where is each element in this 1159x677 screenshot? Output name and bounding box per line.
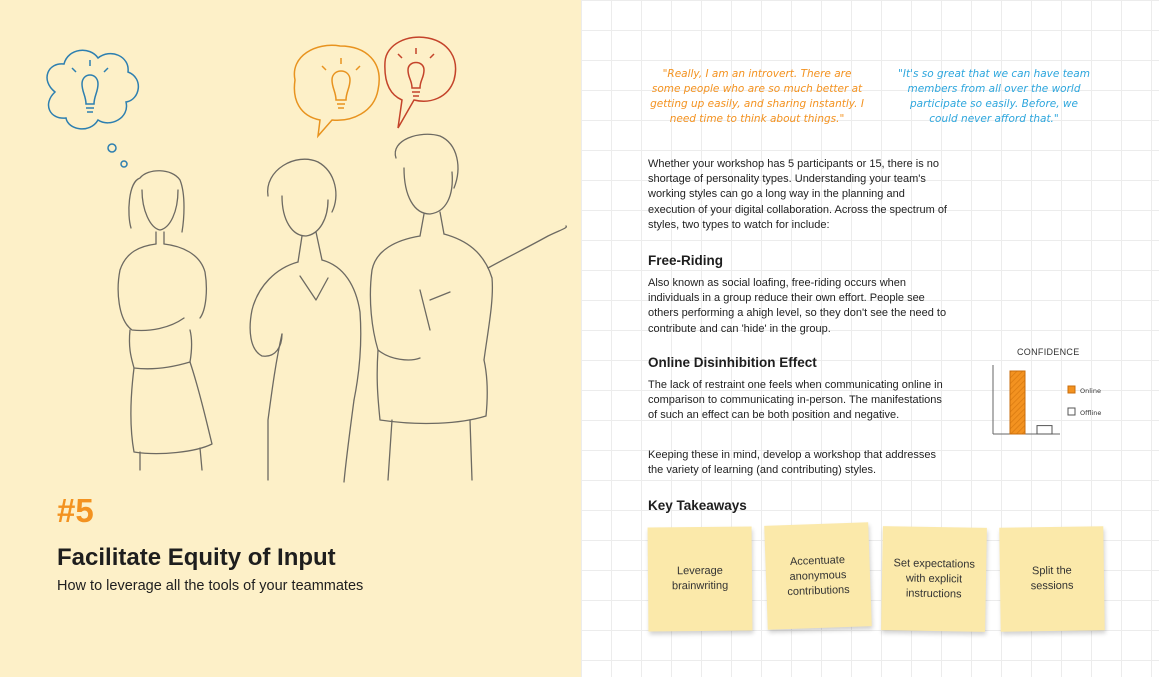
takeaways-heading: Key Takeaways [648, 498, 747, 513]
disinhibition-heading: Online Disinhibition Effect [648, 355, 817, 370]
disinhibition-body: The lack of restraint one feels when communicating online in comparison to communicating in-person. The manifestations of such an effect can be both position and negative. [648, 379, 943, 422]
quote-introvert: "Really, I am an introvert. There are some people who are so much better at getting up easily, and sharing instantly. I need time to think about things." [650, 68, 864, 125]
page-title: Facilitate Equity of Input [57, 544, 336, 571]
section-number: #5 [57, 492, 94, 529]
team-illustration [0, 0, 581, 490]
page-subtitle: How to leverage all the tools of your teammates [57, 578, 364, 594]
bar-offline [1037, 426, 1052, 434]
legend-swatch-offline [1068, 408, 1075, 415]
closing-paragraph: Keeping these in mind, develop a workshop that addresses the variety of learning (and contributing) styles. [648, 449, 937, 477]
legend-swatch-online [1068, 386, 1075, 393]
sticky-note: Accentuate anonymous contributions [764, 522, 872, 630]
free-riding-heading: Free-Riding [648, 253, 724, 268]
quote-remote: "It's so great that we can have team members from all over the world participate so easily. Before, we could never afford that." [898, 68, 1090, 125]
sticky-note: Split the sessions [999, 526, 1104, 631]
sticky-note: Leverage brainwriting [648, 527, 753, 632]
bar-online [1010, 371, 1025, 434]
free-riding-body: Also known as social loafing, free-riding occurs when individuals in a group reduce their own effort. People see others performing a ahigh level, so they don't see the need to contribute and can 'hide' in the group. [648, 277, 947, 335]
legend-label-offline: Offline [1080, 409, 1102, 417]
legend-label-online: Online [1080, 387, 1101, 395]
sticky-note: Set expectations with explicit instructions [881, 526, 987, 632]
confidence-chart [986, 345, 1116, 440]
intro-paragraph: Whether your workshop has 5 participants or 15, there is no shortage of personality types. Understanding your team's working styles can go a long way in the planning and execution of your digital collaboration. Across the spectrum of styles, two types to watch for include: [648, 158, 947, 231]
chart-title: CONFIDENCE [1017, 347, 1080, 357]
